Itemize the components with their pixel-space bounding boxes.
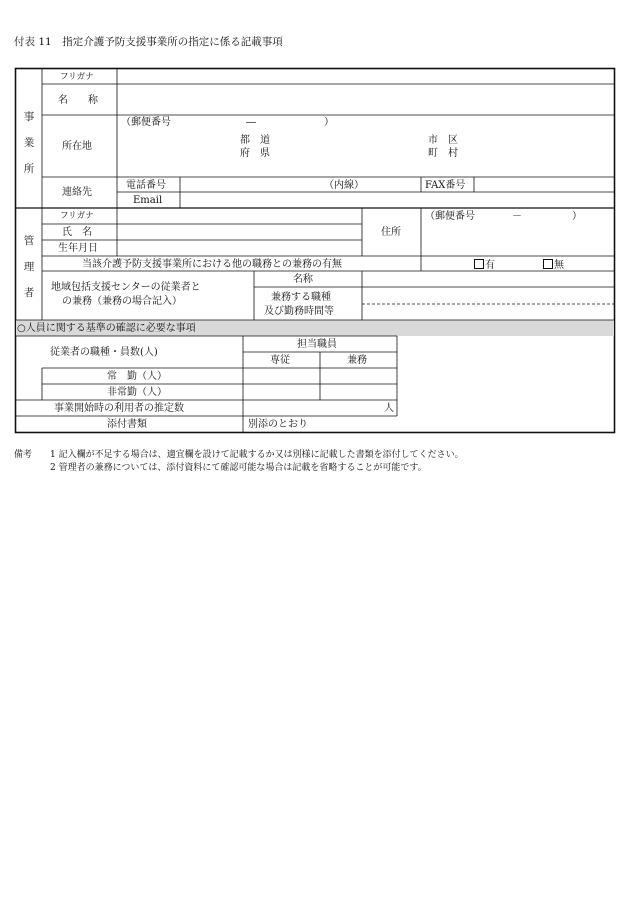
checkbox-no-icon[interactable] xyxy=(543,259,553,269)
attachment-label: 添付書類 xyxy=(107,419,147,430)
note-2: 2 管理者の兼務については、添付資料にて確認可能な場合は記載を省略することが可能です。 xyxy=(50,463,427,473)
office-city-line2: 町 村 xyxy=(428,148,458,159)
checkbox-yes-icon[interactable] xyxy=(474,259,484,269)
office-name-label: 名 称 xyxy=(58,95,98,106)
manager-furigana-label: フリガナ xyxy=(60,211,94,221)
estimated-users-label: 事業開始時の利用者の推定数 xyxy=(54,403,184,414)
assigned-staff-label: 担当職員 xyxy=(297,339,337,350)
office-city-line1: 市 区 xyxy=(428,135,458,146)
manager-name-label: 氏 名 xyxy=(62,227,92,238)
staff-section-header: ○人員に関する基準の確認に必要な事項 xyxy=(17,323,196,334)
office-furigana-label: フリガナ xyxy=(60,72,94,82)
center-name-label: 名称 xyxy=(293,274,313,285)
office-phone-label: 電話番号 xyxy=(126,180,166,191)
duty-label-2: 及び勤務時間等 xyxy=(264,306,334,317)
page-title: 付表 11 指定介護予防支援事業所の指定に係る記載事項 xyxy=(14,36,283,48)
users-unit: 人 xyxy=(384,403,394,414)
center-concurrent-label-2: の兼務（兼務の場合記入） xyxy=(62,296,182,307)
manager-address-label: 住所 xyxy=(381,227,401,238)
office-section-label: 事 業 所 xyxy=(23,111,35,175)
parttime-label: 非常勤（人） xyxy=(107,387,167,398)
fulltime-label: 専従 xyxy=(270,355,290,366)
note-1: 1 記入欄が不足する場合は、適宜欄を設けて記載するか又は別様に記載した書類を添付してください。 xyxy=(50,450,464,460)
concurrent-label: 兼務 xyxy=(347,355,367,366)
manager-postal-label: （郵便番号 xyxy=(425,211,475,222)
job-count-label: 従業者の職種・員数(人) xyxy=(50,347,158,358)
office-postal-label: （郵便番号 xyxy=(121,117,171,128)
office-pref-line1: 都 道 xyxy=(240,135,270,146)
office-extension-label: （内線） xyxy=(324,180,364,191)
office-fax-label: FAX番号 xyxy=(425,180,466,191)
concurrent-question: 当該介護予防支援事業所における他の職務との兼務の有無 xyxy=(82,259,342,270)
manager-section-label: 管 理 者 xyxy=(23,235,35,299)
center-concurrent-label-1: 地域包括支援センターの従業者と xyxy=(51,282,201,293)
manager-postal-close: ） xyxy=(572,211,582,222)
office-postal-close: ） xyxy=(324,117,334,128)
option-no[interactable]: 無 xyxy=(543,259,564,271)
office-postal-dash: ― xyxy=(246,117,256,128)
duty-label-1: 兼務する職種 xyxy=(271,292,331,303)
manager-postal-dash: － xyxy=(512,211,522,222)
regular-label: 常 勤（人） xyxy=(107,371,167,382)
attachment-value: 別添のとおり xyxy=(248,419,308,430)
office-pref-line2: 府 県 xyxy=(240,148,270,159)
manager-birth-label: 生年月日 xyxy=(58,243,98,254)
option-yes[interactable]: 有 xyxy=(474,259,495,271)
office-contact-label: 連絡先 xyxy=(62,187,92,198)
notes-label: 備考 xyxy=(14,450,33,460)
office-address-label: 所在地 xyxy=(62,141,92,152)
office-email-label: Email xyxy=(133,195,163,206)
